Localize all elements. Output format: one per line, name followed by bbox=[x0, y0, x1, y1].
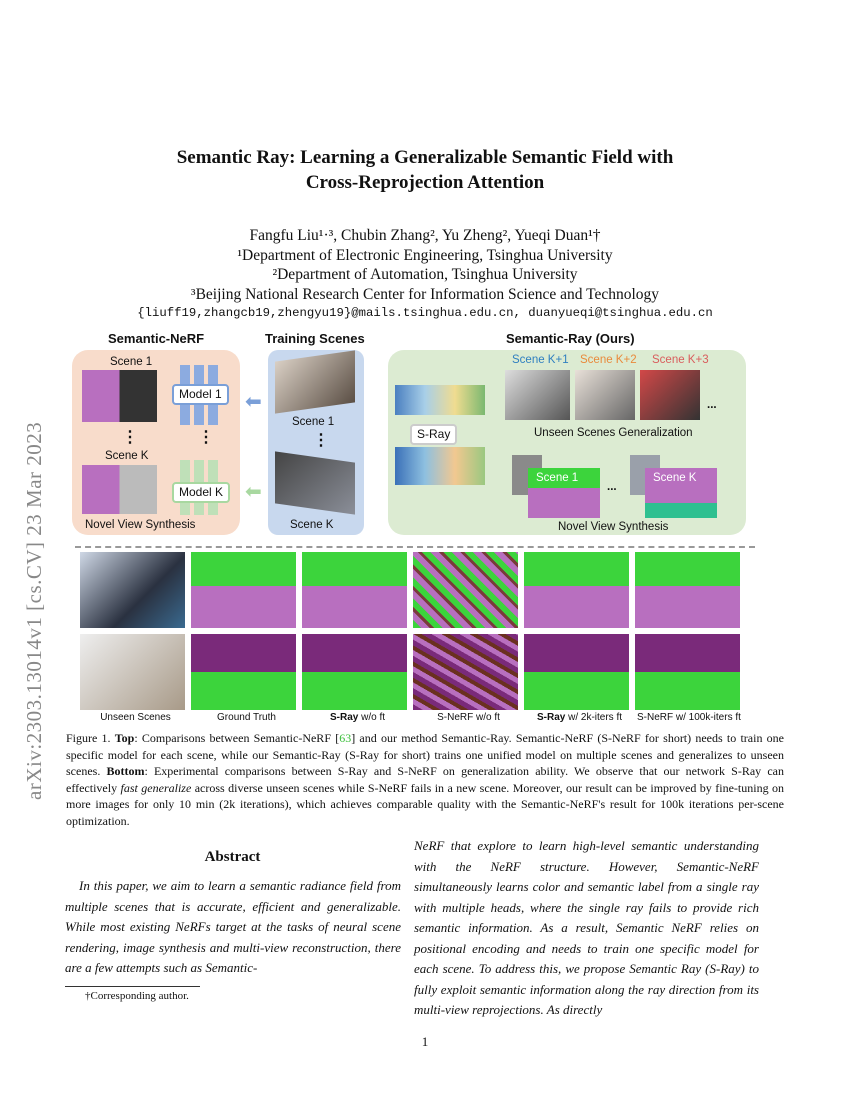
col-label: Ground Truth bbox=[217, 712, 276, 723]
nvs-label-right: Novel View Synthesis bbox=[558, 521, 669, 533]
col-label: Unseen Scenes bbox=[100, 712, 171, 723]
ellipsis: ... bbox=[707, 399, 717, 411]
right-column-text: NeRF that explore to learn high-level semantic understanding with the NeRF structure. However, Semantic-NeRF simultaneously learns color and semantic label from a single ray with multiple heads, where the single ray fails to provide rich semantic information. As a result, Semantic NeRF relies on positional encoding and needs to train one specific model for each scene. To address this, we propose Semantic Ray (S-Ray) to fully exploit semantic information along the ray direction from its multi-view reprojections. As directly bbox=[414, 838, 759, 1017]
sceneK-image bbox=[82, 465, 157, 514]
sceneK-label: Scene K bbox=[105, 450, 149, 462]
scene1-image bbox=[82, 370, 157, 422]
author-block bbox=[0, 226, 850, 324]
authors: Fangfu Liu¹·³, Chubin Zhang², Yu Zheng², Yueqi Duan¹† bbox=[249, 227, 601, 244]
col-label: S-NeRF w/ 100k-iters ft bbox=[637, 712, 741, 723]
arrow-left-icon: ⬅ bbox=[245, 391, 262, 413]
vdots: ⋮ bbox=[198, 429, 214, 446]
training-sceneK-image bbox=[275, 451, 355, 514]
scene-k2-label: Scene K+2 bbox=[580, 354, 637, 366]
divider bbox=[75, 546, 755, 548]
nvs-label-left: Novel View Synthesis bbox=[85, 519, 196, 531]
s-ray-box: S-Ray bbox=[410, 424, 457, 445]
abstract-heading: Abstract bbox=[204, 849, 261, 865]
affiliation-3: ³Beijing National Research Center for Information Science and Technology bbox=[190, 285, 660, 303]
arxiv-stamp: arXiv:2303.13014v1 [cs.CV] 23 Mar 2023 bbox=[22, 421, 46, 800]
scene-k1-label: Scene K+1 bbox=[512, 354, 569, 366]
footnote: †Corresponding author. bbox=[85, 990, 189, 1002]
feature-block-top bbox=[395, 385, 485, 415]
training-sceneK-label: Scene K bbox=[290, 519, 334, 531]
feature-block-bottom bbox=[395, 447, 485, 485]
nvs-sceneK-label: Scene K bbox=[653, 472, 697, 484]
scene1-label: Scene 1 bbox=[110, 356, 153, 368]
column-labels bbox=[80, 712, 746, 724]
paper-title bbox=[0, 145, 850, 195]
vdots: ⋮ bbox=[122, 429, 138, 446]
emails: {liuff19,zhangcb19,zhengyu19}@mails.tsinghua.edu.cn, duanyueqi@tsinghua.edu.cn bbox=[137, 306, 713, 320]
semantic-ray-title: Semantic-Ray (Ours) bbox=[506, 331, 635, 346]
unseen-scene-image bbox=[80, 552, 185, 628]
unseen-scene-2 bbox=[575, 370, 635, 420]
col-label: S-NeRF w/o ft bbox=[437, 712, 500, 723]
semantic-map-image bbox=[635, 634, 740, 710]
unseen-scene-1 bbox=[505, 370, 570, 420]
title-line-1: Semantic Ray: Learning a Generalizable Semantic Field with bbox=[176, 147, 674, 168]
semantic-map-image bbox=[413, 634, 518, 710]
semantic-map-image bbox=[413, 552, 518, 628]
scene-k3-label: Scene K+3 bbox=[652, 354, 709, 366]
semantic-map-image bbox=[191, 552, 296, 628]
semantic-map-image bbox=[524, 552, 629, 628]
footnote-rule bbox=[65, 986, 200, 987]
semantic-map-image bbox=[524, 634, 629, 710]
arrow-left-icon: ⬅ bbox=[245, 481, 262, 503]
semantic-nerf-title: Semantic-NeRF bbox=[108, 331, 205, 346]
citation-link[interactable]: 63 bbox=[339, 731, 352, 745]
comparison-grid bbox=[80, 552, 740, 710]
unseen-scene-image bbox=[80, 634, 185, 710]
affiliation-1: ¹Department of Electronic Engineering, Tsinghua University bbox=[237, 246, 613, 264]
training-scenes-title: Training Scenes bbox=[265, 331, 365, 346]
unseen-scene-3 bbox=[640, 370, 700, 420]
affiliation-2: ²Department of Automation, Tsinghua University bbox=[272, 266, 578, 283]
nvs-semantic-1 bbox=[528, 468, 600, 518]
semantic-map-image bbox=[635, 552, 740, 628]
unseen-gen-label: Unseen Scenes Generalization bbox=[534, 427, 693, 439]
abstract-text: In this paper, we aim to learn a semantic radiance field from multiple scenes that is accurate, efficient and generalizable. While most existing NeRFs target at the tasks of neural scene rendering, image synthesis and multi-view reconstruction, there are a few attempts such as Semantic- bbox=[65, 878, 401, 975]
training-scene1-label: Scene 1 bbox=[292, 416, 335, 428]
page-number: 1 bbox=[421, 1034, 429, 1049]
semantic-map-image bbox=[191, 634, 296, 710]
semantic-map-image bbox=[302, 552, 407, 628]
semantic-map-image bbox=[302, 634, 407, 710]
modelK-box: Model K bbox=[172, 482, 230, 503]
nvs-semantic-k bbox=[645, 468, 717, 518]
vdots: ⋮ bbox=[313, 432, 329, 449]
col-label: S-Ray w/o ft bbox=[329, 712, 386, 723]
model1-box: Model 1 bbox=[172, 384, 229, 405]
title-line-2: Cross-Reprojection Attention bbox=[305, 172, 545, 193]
nvs-scene1-label: Scene 1 bbox=[536, 472, 579, 484]
figure-caption: Figure 1. Top: Comparisons between Semantic-NeRF [63] and our method Semantic-Ray. Semantic-NeRF (S-NeRF for short) needs to train one specific model for each scene, while our Semantic-Ray (S-Ray for short) trains one unified model on multiple scenes and generalizes to unseen scenes. Bottom: Experimental comparisons between S-Ray and S-NeRF on generalization ability. We observe that our network S-Ray can effectively fast generalize across diverse unseen scenes while S-NeRF fails in a new scene. Moreover, our result can be improved by fine-tuning on more images for only 10 min (2k iterations), which achieves comparable quality with the Semantic-NeRF's result for 100k iterations per-scene optimization. bbox=[66, 731, 784, 828]
col-label: S-Ray w/ 2k-iters ft bbox=[536, 712, 623, 723]
ellipsis: ... bbox=[607, 481, 617, 493]
